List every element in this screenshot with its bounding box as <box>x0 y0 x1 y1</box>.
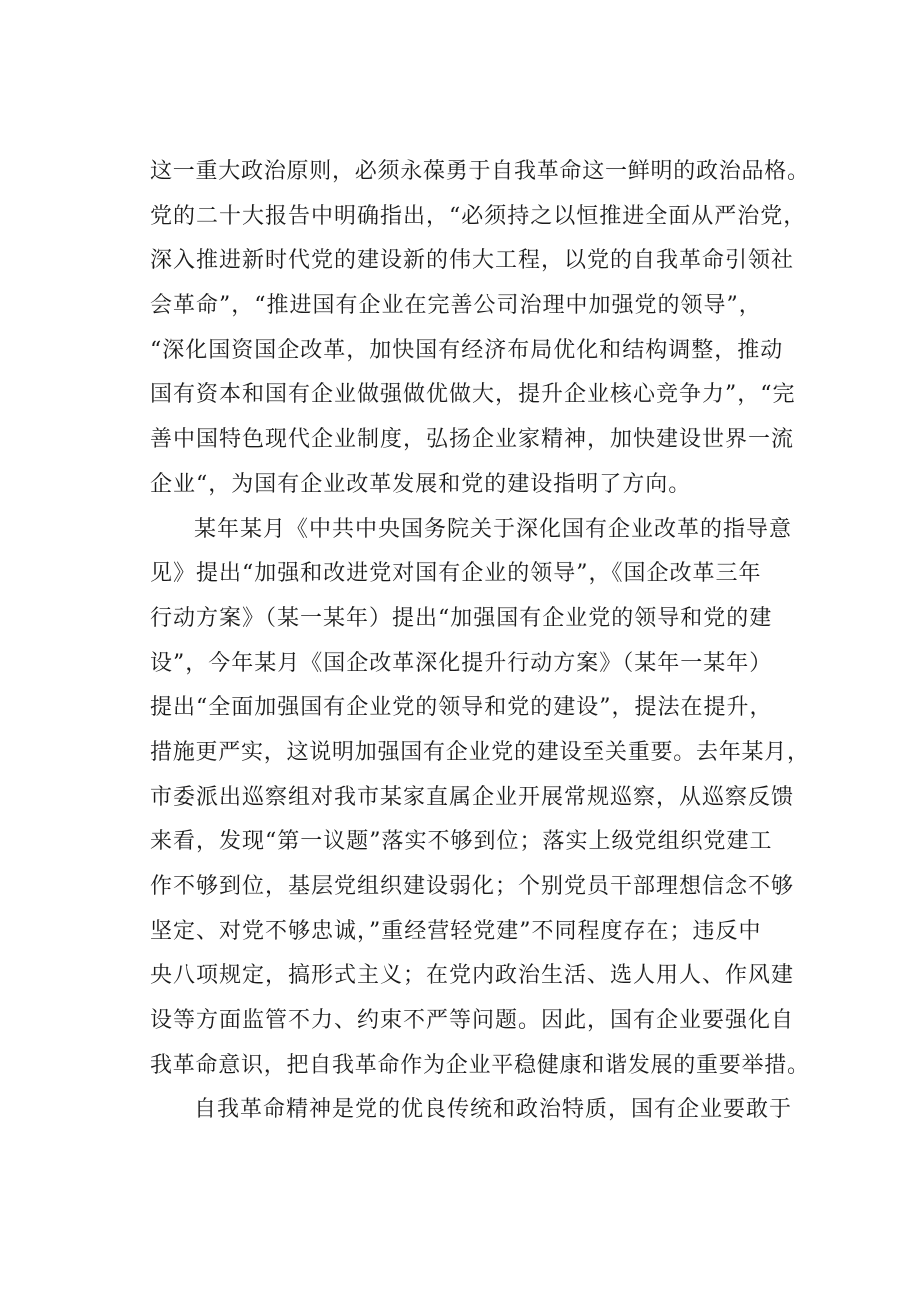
text-line: 措施更严实，这说明加强国有企业党的建设至关重要。去年某月， <box>150 739 810 765</box>
text-line: 设等方面监管不力、约束不严等问题。因此，国有企业要强化自 <box>150 1008 795 1034</box>
text-line: 党的二十大报告中明确指出，“必须持之以恒推进全面从严治党， <box>150 203 807 229</box>
text-line: 我革命意识，把自我革命作为企业平稳健康和谐发展的重要举措。 <box>150 1052 810 1078</box>
text-line: 企业“，为国有企业改革发展和党的建设指明了方向。 <box>150 471 692 497</box>
text-line: 国有资本和国有企业做强做优做大，提升企业核心竞争力”，“完 <box>150 382 796 408</box>
body-text <box>150 150 810 1133</box>
text-line: 这一重大政治原则，必须永葆勇于自我革命这一鲜明的政治品格。 <box>150 159 810 184</box>
text-line: 行动方案》（某一某年）提出“加强国有企业党的领导和党的建 <box>150 605 773 631</box>
paragraph-start-line: 某年某月《中共中央国务院关于深化国有企业改革的指导意 <box>194 516 793 542</box>
text-line: 善中国特色现代企业制度，弘扬企业家精神，加快建设世界一流 <box>150 427 795 453</box>
paragraph-start-line: 自我革命精神是党的优良传统和政治特质，国有企业要敢于 <box>194 1097 793 1123</box>
text-line: 深入推进新时代党的建设新的伟大工程，以党的自我革命引领社 <box>150 248 795 274</box>
text-line: 提出“全面加强国有企业党的领导和党的建设”，提法在提升， <box>150 695 773 721</box>
text-line: 设”，今年某月《国企改革深化提升行动方案》（某年一某年） <box>150 650 773 676</box>
text-line: 坚定、对党不够忠诚，”重经营轻党建”不同程度存在；违反中 <box>150 918 762 944</box>
text-line: 央八项规定，搞形式主义；在党内政治生活、选人用人、作风建 <box>150 963 795 989</box>
text-line: “深化国资国企改革，加快国有经济布局优化和结构调整，推动 <box>150 337 784 363</box>
text-line: 会革命”，“推进国有企业在完善公司治理中加强党的领导”， <box>150 293 762 319</box>
text-line: 作不够到位，基层党组织建设弱化；个别党员干部理想信念不够 <box>150 874 795 899</box>
text-line: 见》提出“加强和改进党对国有企业的领导”，《国企改革三年 <box>150 561 762 587</box>
text-line: 来看，发现“第一议题”落实不够到位；落实上级党组织党建工 <box>150 829 773 855</box>
text-line: 市委派出巡察组对我市某家直属企业开展常规巡察，从巡察反馈 <box>150 784 795 810</box>
